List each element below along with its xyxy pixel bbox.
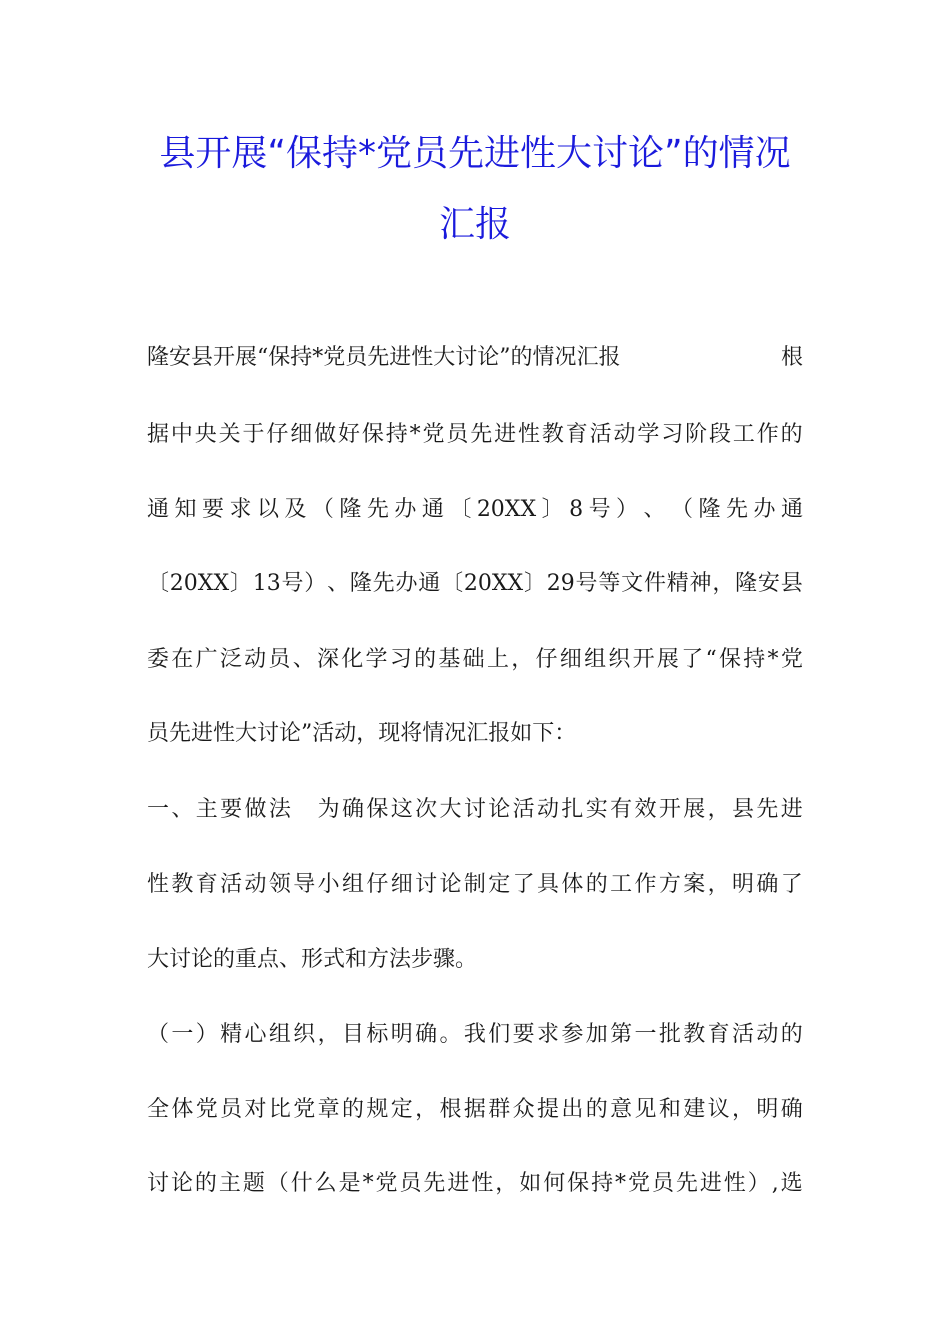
body-line-3-glyph: 要 bbox=[201, 497, 224, 522]
body-line-12-glyph: ， bbox=[495, 1171, 518, 1196]
body-line-4-glyph: 29 bbox=[546, 571, 575, 596]
body-line-3-glyph: 知 bbox=[174, 497, 197, 522]
body-line-2-glyph: 持 bbox=[385, 422, 408, 447]
body-line-1-right: 根 bbox=[780, 345, 803, 370]
body-line-12-glyph: 保 bbox=[567, 1171, 590, 1196]
body-line-11-glyph: 和 bbox=[658, 1097, 681, 1122]
body-line-10-glyph: 第 bbox=[610, 1022, 633, 1047]
body-line-12-glyph: 员 bbox=[651, 1171, 674, 1196]
body-line-7-glyph: 大 bbox=[439, 797, 462, 822]
body-line-12-glyph: 员 bbox=[399, 1171, 422, 1196]
body-line-10-glyph: 标 bbox=[366, 1022, 389, 1047]
body-line-3-glyph: （ bbox=[311, 497, 334, 522]
body-line-10-glyph: ， bbox=[317, 1022, 340, 1047]
body-line-7-glyph: 讨 bbox=[463, 797, 486, 822]
body-line-11-glyph: 众 bbox=[512, 1097, 535, 1122]
body-line-3-glyph: 号 bbox=[588, 497, 611, 522]
document-title-line1: 县开展“保持*党员先进性大讨论”的情况 bbox=[159, 133, 791, 174]
body-line-12-glyph: 党 bbox=[627, 1171, 650, 1196]
body-line-2-glyph: 学 bbox=[637, 422, 660, 447]
body-line-11-glyph: 的 bbox=[585, 1097, 608, 1122]
body-line-10-glyph: 确 bbox=[415, 1022, 438, 1047]
body-line-1-left: 隆安县开展“保持*党员先进性大讨论”的情况汇报 bbox=[147, 345, 621, 370]
body-line-8-glyph: 活 bbox=[220, 872, 243, 897]
body-line-11-glyph: 建 bbox=[683, 1097, 706, 1122]
body-line-12-glyph: 选 bbox=[780, 1171, 803, 1196]
body-line-7-glyph: 动 bbox=[537, 797, 560, 822]
body-line-12-glyph: 先 bbox=[675, 1171, 698, 1196]
body-line-3-glyph: 隆 bbox=[339, 497, 362, 522]
body-line-8-glyph: 导 bbox=[293, 872, 316, 897]
body-line-5-glyph: 广 bbox=[195, 647, 218, 672]
body-line-12-glyph: 性 bbox=[723, 1171, 746, 1196]
body-line-7-glyph: 先 bbox=[756, 797, 779, 822]
body-line-10-glyph: 批 bbox=[658, 1022, 681, 1047]
body-line-5-glyph: 组 bbox=[584, 647, 607, 672]
body-line-7-glyph: 做 bbox=[244, 797, 267, 822]
body-line-4-glyph: 20XX bbox=[169, 571, 230, 596]
body-line-10-glyph: 活 bbox=[732, 1022, 755, 1047]
body-line-11-glyph: 全 bbox=[147, 1097, 170, 1122]
body-line-8-glyph: 组 bbox=[342, 872, 365, 897]
body-line-2-glyph: 员 bbox=[446, 422, 469, 447]
body-line-10-glyph: 加 bbox=[585, 1022, 608, 1047]
body-line-4-glyph: 〔 bbox=[147, 571, 170, 596]
body-line-5-glyph: 基 bbox=[438, 647, 461, 672]
body-line-5-glyph: 化 bbox=[341, 647, 364, 672]
body-line-11-glyph: 规 bbox=[366, 1097, 389, 1122]
body-line-7-glyph: 活 bbox=[512, 797, 535, 822]
document-title-line2: 汇报 bbox=[438, 204, 511, 245]
body-line-2-glyph: 好 bbox=[338, 422, 361, 447]
body-line-10-glyph: 育 bbox=[707, 1022, 730, 1047]
body-line-12-glyph: 题 bbox=[242, 1171, 265, 1196]
body-line-4-glyph: 号 bbox=[575, 571, 598, 596]
body-line-6: 员先进性大讨论”活动，现将情况汇报如下： bbox=[147, 721, 577, 746]
body-line-2-glyph: 仔 bbox=[266, 422, 289, 447]
body-line-10-glyph: 们 bbox=[488, 1022, 511, 1047]
body-line-12-glyph: * bbox=[615, 1171, 627, 1196]
body-line-4-glyph: 通 bbox=[418, 571, 441, 596]
body-line-2 bbox=[147, 421, 803, 449]
body-line-3-glyph: 〕 bbox=[541, 497, 564, 522]
body-line-4-glyph: 〔 bbox=[441, 571, 464, 596]
body-line-7-glyph: 法 bbox=[268, 797, 291, 822]
body-line-7-glyph: 县 bbox=[732, 797, 755, 822]
body-line-8-glyph: 明 bbox=[732, 872, 755, 897]
body-line-10-glyph: 参 bbox=[561, 1022, 584, 1047]
body-line-2-glyph: 动 bbox=[613, 422, 636, 447]
body-line-12-glyph: 何 bbox=[543, 1171, 566, 1196]
body-line-10-glyph: 。 bbox=[439, 1022, 462, 1047]
body-line-3-glyph: 8 bbox=[569, 497, 584, 522]
body-line-10-glyph: 要 bbox=[512, 1022, 535, 1047]
body-line-5-glyph: 上 bbox=[486, 647, 509, 672]
body-line-5-glyph: 了 bbox=[681, 647, 704, 672]
body-line-2-glyph: 工 bbox=[732, 422, 755, 447]
body-line-5-glyph: 展 bbox=[656, 647, 679, 672]
body-line-10-glyph: 精 bbox=[220, 1022, 243, 1047]
body-line-5-glyph: 员 bbox=[268, 647, 291, 672]
body-line-7-glyph: 实 bbox=[585, 797, 608, 822]
body-line-11-glyph: 体 bbox=[171, 1097, 194, 1122]
body-line-10-glyph: 明 bbox=[390, 1022, 413, 1047]
body-line-5-glyph: 仔 bbox=[535, 647, 558, 672]
body-line-5-glyph: ， bbox=[511, 647, 534, 672]
body-line-2-glyph: 于 bbox=[242, 422, 265, 447]
body-line-8-glyph: 论 bbox=[439, 872, 462, 897]
body-line-12-glyph: 党 bbox=[375, 1171, 398, 1196]
body-line-11 bbox=[147, 1096, 803, 1124]
body-line-10-glyph: 目 bbox=[342, 1022, 365, 1047]
body-line-2-glyph: 阶 bbox=[685, 422, 708, 447]
body-line-3-glyph: 办 bbox=[394, 497, 417, 522]
body-line-3-glyph: 〔 bbox=[449, 497, 472, 522]
body-line-5-glyph: 泛 bbox=[219, 647, 242, 672]
body-line-11-glyph: 群 bbox=[488, 1097, 511, 1122]
body-line-2-glyph: 性 bbox=[517, 422, 540, 447]
body-line-2-glyph: 党 bbox=[422, 422, 445, 447]
body-line-7-glyph: 效 bbox=[634, 797, 657, 822]
body-line-3-glyph: 及 bbox=[284, 497, 307, 522]
body-line-4-glyph: 县 bbox=[780, 571, 803, 596]
body-line-8-glyph: 仔 bbox=[366, 872, 389, 897]
body-line-11-glyph: 比 bbox=[268, 1097, 291, 1122]
body-line-11-glyph: 根 bbox=[439, 1097, 462, 1122]
body-line-2-glyph: 教 bbox=[541, 422, 564, 447]
body-line-8-glyph: 了 bbox=[780, 872, 803, 897]
body-line-12 bbox=[147, 1170, 803, 1198]
body-line-12-glyph: 进 bbox=[447, 1171, 470, 1196]
body-line-10-glyph: 织 bbox=[293, 1022, 316, 1047]
body-line-2-glyph: * bbox=[409, 422, 421, 447]
body-line-7-glyph: 论 bbox=[488, 797, 511, 822]
body-line-2-glyph: 活 bbox=[589, 422, 612, 447]
body-line-3-glyph: 先 bbox=[725, 497, 748, 522]
body-line-12-glyph: 什 bbox=[290, 1171, 313, 1196]
body-line-2-glyph: 习 bbox=[661, 422, 684, 447]
body-line-7-glyph bbox=[293, 796, 315, 824]
body-line-4-glyph: 文 bbox=[621, 571, 644, 596]
body-line-11-glyph: ， bbox=[732, 1097, 755, 1122]
body-line-11-glyph: 见 bbox=[634, 1097, 657, 1122]
body-line-8-glyph: 性 bbox=[147, 872, 170, 897]
body-line-7-glyph: 展 bbox=[683, 797, 706, 822]
body-line-2-glyph: 做 bbox=[314, 422, 337, 447]
body-line-4-glyph: 先 bbox=[372, 571, 395, 596]
body-line-10-glyph: 组 bbox=[268, 1022, 291, 1047]
body-line-8-glyph: 方 bbox=[658, 872, 681, 897]
body-line-4-glyph: 神 bbox=[689, 571, 712, 596]
body-line-7-glyph: 进 bbox=[780, 797, 803, 822]
body-line-5-glyph: 础 bbox=[462, 647, 485, 672]
body-line-12-glyph: 么 bbox=[314, 1171, 337, 1196]
body-line-8-glyph: 动 bbox=[244, 872, 267, 897]
body-line-5-glyph: 委 bbox=[147, 647, 170, 672]
body-line-8-glyph: 制 bbox=[463, 872, 486, 897]
body-line-8-glyph: 育 bbox=[195, 872, 218, 897]
body-line-10-glyph: 求 bbox=[537, 1022, 560, 1047]
body-line-11-glyph: 提 bbox=[537, 1097, 560, 1122]
body-line-4-glyph: 隆 bbox=[735, 571, 758, 596]
body-line-3-glyph: （ bbox=[671, 497, 694, 522]
body-line-8-glyph: 讨 bbox=[415, 872, 438, 897]
body-line-5-glyph: 党 bbox=[780, 647, 803, 672]
body-line-11-glyph: 员 bbox=[220, 1097, 243, 1122]
body-line-1 bbox=[147, 344, 803, 372]
body-line-3 bbox=[147, 496, 803, 524]
body-line-5-glyph: 动 bbox=[244, 647, 267, 672]
body-line-5-glyph: 细 bbox=[559, 647, 582, 672]
body-line-12-glyph: 主 bbox=[218, 1171, 241, 1196]
body-line-4-glyph: 号 bbox=[281, 571, 304, 596]
body-line-7-glyph: 为 bbox=[317, 797, 340, 822]
body-line-2-glyph: 关 bbox=[218, 422, 241, 447]
body-line-10-glyph: 一 bbox=[634, 1022, 657, 1047]
body-line-5-glyph: 习 bbox=[389, 647, 412, 672]
body-line-4-glyph: 20XX bbox=[463, 571, 524, 596]
body-line-5-glyph: 保 bbox=[718, 647, 741, 672]
body-line-10-glyph: ） bbox=[195, 1022, 218, 1047]
body-line-3-glyph: 、 bbox=[643, 497, 666, 522]
body-line-7-glyph: 保 bbox=[366, 797, 389, 822]
body-line-11-glyph: 出 bbox=[561, 1097, 584, 1122]
body-line-12-glyph: 进 bbox=[699, 1171, 722, 1196]
body-line-2-glyph: 中 bbox=[170, 422, 193, 447]
body-line-4-glyph: 等 bbox=[598, 571, 621, 596]
body-line-7 bbox=[147, 796, 803, 824]
body-line-8-glyph: 案 bbox=[683, 872, 706, 897]
body-line-10-glyph: 心 bbox=[244, 1022, 267, 1047]
body-line-4-glyph: 、 bbox=[327, 571, 350, 596]
body-line-3-glyph: 通 bbox=[780, 497, 803, 522]
body-line-7-glyph: 主 bbox=[195, 797, 218, 822]
body-line-10-glyph: 一 bbox=[171, 1022, 194, 1047]
body-line-8 bbox=[147, 871, 803, 899]
body-line-3-glyph: 办 bbox=[753, 497, 776, 522]
body-line-4-glyph: 安 bbox=[757, 571, 780, 596]
body-line-11-glyph: 章 bbox=[317, 1097, 340, 1122]
body-line-8-glyph: 工 bbox=[610, 872, 633, 897]
body-line-5-glyph: 、 bbox=[292, 647, 315, 672]
body-line-4-glyph: 精 bbox=[666, 571, 689, 596]
body-line-2-glyph: 央 bbox=[194, 422, 217, 447]
body-line-12-glyph: 讨 bbox=[147, 1171, 170, 1196]
body-line-4 bbox=[147, 570, 803, 598]
body-line-2-glyph: 育 bbox=[565, 422, 588, 447]
body-line-11-glyph: 党 bbox=[293, 1097, 316, 1122]
body-line-11-glyph: 定 bbox=[390, 1097, 413, 1122]
body-line-3-glyph: 隆 bbox=[698, 497, 721, 522]
body-line-8-glyph: 的 bbox=[585, 872, 608, 897]
body-line-8-glyph: 作 bbox=[634, 872, 657, 897]
body-line-2-glyph: 保 bbox=[361, 422, 384, 447]
body-line-10-glyph: 我 bbox=[463, 1022, 486, 1047]
body-line-5-glyph: 开 bbox=[632, 647, 655, 672]
body-line-5-glyph: 持 bbox=[743, 647, 766, 672]
body-line-10 bbox=[147, 1021, 803, 1049]
body-line-12-glyph: * bbox=[362, 1171, 374, 1196]
body-line-11-glyph: 明 bbox=[756, 1097, 779, 1122]
body-line-11-glyph: ， bbox=[415, 1097, 438, 1122]
body-line-7-glyph: 要 bbox=[220, 797, 243, 822]
body-line-2-glyph: 据 bbox=[147, 422, 170, 447]
body-line-10-glyph: （ bbox=[147, 1022, 170, 1047]
body-line-3-glyph: 20XX bbox=[476, 497, 537, 522]
body-line-7-glyph: 次 bbox=[415, 797, 438, 822]
body-line-5-glyph: 的 bbox=[414, 647, 437, 672]
body-line-5-glyph: 深 bbox=[316, 647, 339, 672]
body-line-2-glyph: 的 bbox=[780, 422, 803, 447]
body-line-4-glyph: 〕 bbox=[229, 571, 252, 596]
body-line-4-glyph: ， bbox=[712, 571, 735, 596]
body-line-2-glyph: 先 bbox=[470, 422, 493, 447]
body-line-3-glyph: 通 bbox=[147, 497, 170, 522]
body-line-5-glyph: * bbox=[767, 647, 779, 672]
body-line-5-glyph: 学 bbox=[365, 647, 388, 672]
body-line-11-glyph: 意 bbox=[610, 1097, 633, 1122]
body-line-4-glyph: 件 bbox=[643, 571, 666, 596]
body-line-5-glyph: “ bbox=[705, 647, 717, 672]
body-line-11-glyph: 党 bbox=[195, 1097, 218, 1122]
body-line-8-glyph: 确 bbox=[756, 872, 779, 897]
body-line-8-glyph: 了 bbox=[512, 872, 535, 897]
body-line-8-glyph: 具 bbox=[537, 872, 560, 897]
body-line-7-glyph: 一 bbox=[147, 797, 170, 822]
body-line-3-glyph: 以 bbox=[256, 497, 279, 522]
body-line-9: 大讨论的重点、形式和方法步骤。 bbox=[147, 947, 478, 972]
body-line-10-glyph: 的 bbox=[780, 1022, 803, 1047]
body-line-11-glyph: 议 bbox=[707, 1097, 730, 1122]
body-line-4-glyph: 〕 bbox=[523, 571, 546, 596]
body-line-12-glyph: 是 bbox=[338, 1171, 361, 1196]
body-line-5-glyph: 在 bbox=[171, 647, 194, 672]
body-line-3-glyph: 先 bbox=[366, 497, 389, 522]
body-line-12-glyph: , bbox=[771, 1171, 779, 1196]
body-line-5 bbox=[147, 646, 803, 674]
body-line-7-glyph: 有 bbox=[610, 797, 633, 822]
body-line-12-glyph: ） bbox=[747, 1171, 770, 1196]
body-line-11-glyph: 对 bbox=[244, 1097, 267, 1122]
body-line-8-glyph: 小 bbox=[317, 872, 340, 897]
body-line-2-glyph: 作 bbox=[756, 422, 779, 447]
body-line-10-glyph: 教 bbox=[683, 1022, 706, 1047]
body-line-8-glyph: 体 bbox=[561, 872, 584, 897]
body-line-7-glyph: 扎 bbox=[561, 797, 584, 822]
body-line-8-glyph: 定 bbox=[488, 872, 511, 897]
body-line-7-glyph: 、 bbox=[171, 797, 194, 822]
body-line-5-glyph: 织 bbox=[608, 647, 631, 672]
body-line-4-glyph: 13 bbox=[252, 571, 281, 596]
body-line-8-glyph: 细 bbox=[390, 872, 413, 897]
body-line-3-glyph: 求 bbox=[229, 497, 252, 522]
body-line-11-glyph: 确 bbox=[780, 1097, 803, 1122]
body-line-2-glyph: 细 bbox=[290, 422, 313, 447]
body-line-7-glyph: ， bbox=[707, 797, 730, 822]
body-line-7-glyph: 确 bbox=[342, 797, 365, 822]
body-line-4-glyph: 隆 bbox=[349, 571, 372, 596]
body-line-3-glyph: 通 bbox=[421, 497, 444, 522]
body-line-12-glyph: （ bbox=[266, 1171, 289, 1196]
body-line-7-glyph: 开 bbox=[658, 797, 681, 822]
body-line-3-glyph: ） bbox=[616, 497, 639, 522]
body-line-12-glyph: 性 bbox=[471, 1171, 494, 1196]
body-line-12-glyph: 的 bbox=[194, 1171, 217, 1196]
body-line-10-glyph: 动 bbox=[756, 1022, 779, 1047]
body-line-12-glyph: 论 bbox=[170, 1171, 193, 1196]
body-line-11-glyph: 的 bbox=[342, 1097, 365, 1122]
body-line-4-glyph: 办 bbox=[395, 571, 418, 596]
body-line-2-glyph: 段 bbox=[708, 422, 731, 447]
body-line-12-glyph: 先 bbox=[423, 1171, 446, 1196]
body-line-11-glyph: 据 bbox=[463, 1097, 486, 1122]
body-line-8-glyph: 教 bbox=[171, 872, 194, 897]
body-line-8-glyph: ， bbox=[707, 872, 730, 897]
body-line-12-glyph: 持 bbox=[591, 1171, 614, 1196]
body-line-4-glyph: ） bbox=[304, 571, 327, 596]
body-line-2-glyph: 进 bbox=[494, 422, 517, 447]
body-line-7-glyph: 这 bbox=[390, 797, 413, 822]
body-line-12-glyph: 如 bbox=[519, 1171, 542, 1196]
body-line-8-glyph: 领 bbox=[268, 872, 291, 897]
